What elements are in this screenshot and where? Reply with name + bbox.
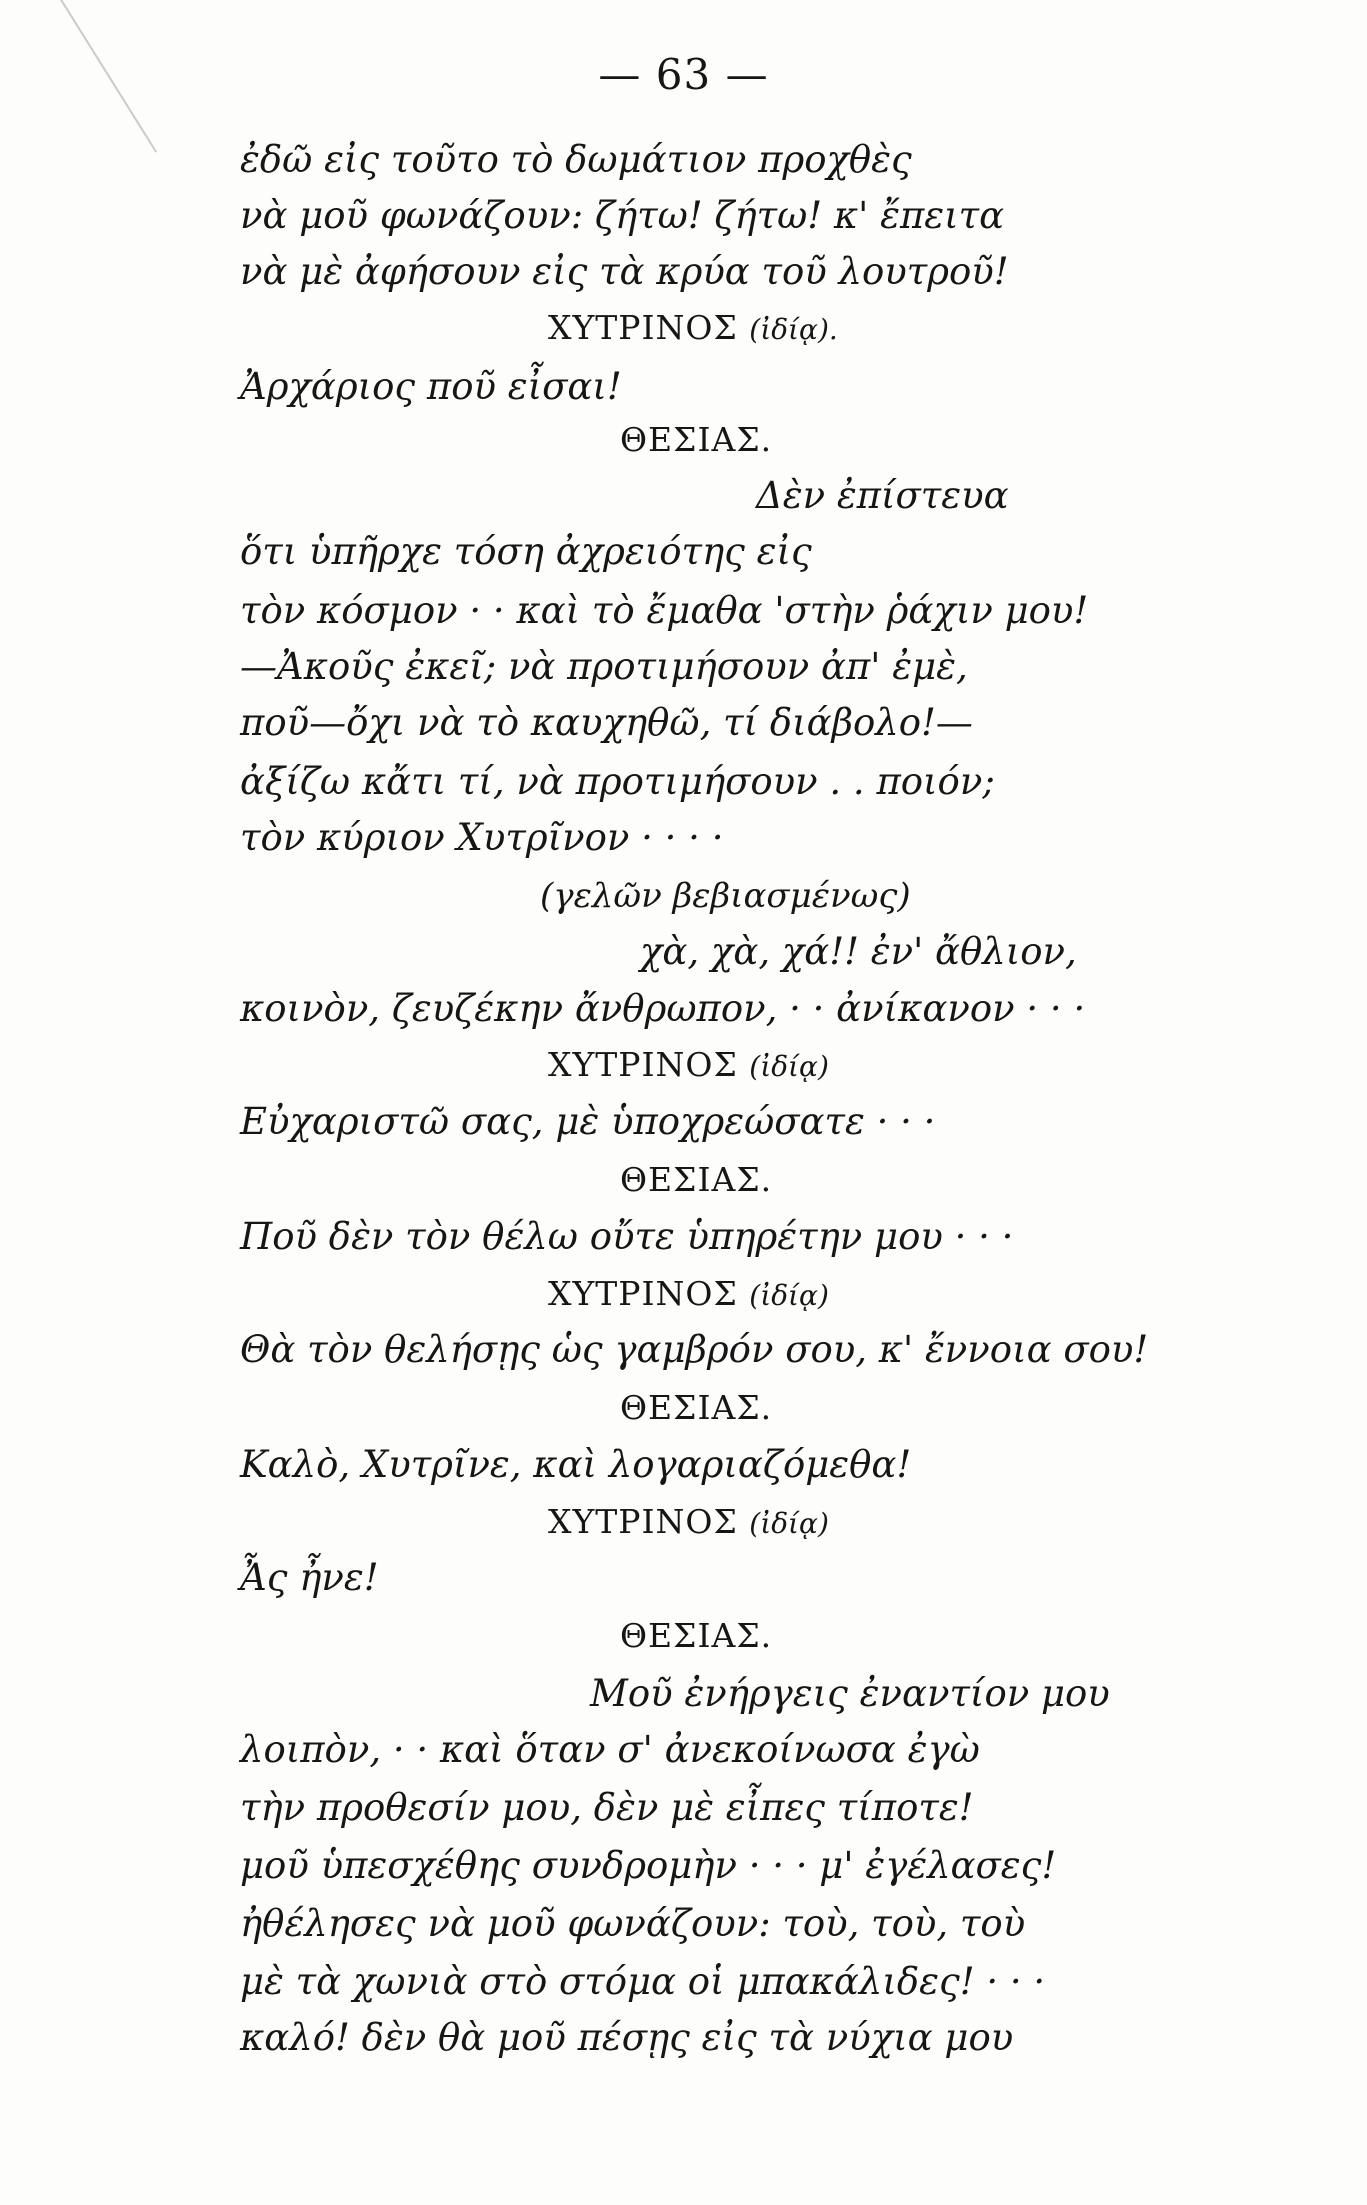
text-line: Μοῦ ἐνήργεις ἐναντίον μου — [590, 1672, 1110, 1715]
text-line: ἀξίζω κἄτι τί, νὰ προτιμήσουν . . ποιόν; — [240, 760, 995, 803]
speaker-name: ΘΕΣΙΑΣ. — [620, 1388, 773, 1427]
stage-direction: (γελῶν βεβιασμένως) — [540, 876, 911, 916]
text-line: μοῦ ὑπεσχέθης συνδρομὴν · · · μ' ἐγέλασες! — [240, 1844, 1057, 1887]
text-line: Καλὸ, Χυτρῖνε, καὶ λογαριαζόμεθα! — [240, 1443, 912, 1486]
stage-direction: (ἰδίᾳ) — [749, 1279, 829, 1312]
stage-direction: (ἰδίᾳ) — [749, 1507, 829, 1540]
speaker-heading — [548, 1043, 829, 1089]
text-line: λοιπὸν, · · καὶ ὅταν σ' ἀνεκοίνωσα ἐγὼ — [240, 1728, 980, 1771]
speaker-heading — [620, 1158, 772, 1202]
text-line: Ἀρχάριος ποῦ εἶσαι! — [240, 365, 622, 408]
text-line: καλό! δὲν θὰ μοῦ πέσῃς εἰς τὰ νύχια μου — [240, 2016, 1014, 2059]
speaker-name: ΧΥΤΡΙΝΟΣ — [548, 1502, 738, 1541]
speaker-heading — [548, 1500, 829, 1546]
text-line: νὰ μοῦ φωνάζουν: ζήτω! ζήτω! κ' ἔπειτα — [240, 194, 1005, 237]
text-line: κοινὸν, ζευζέκην ἄνθρωπον, · · ἀνίκανον · · · — [240, 987, 1086, 1030]
text-line: Ποῦ δὲν τὸν θέλω οὔτε ὑπηρέτην μου · · · — [240, 1215, 1014, 1258]
speaker-heading — [620, 1614, 772, 1658]
text-line: Θὰ τὸν θελήσῃς ὡς γαμβρόν σου, κ' ἔννοια σου! — [240, 1328, 1149, 1371]
speaker-name: ΧΥΤΡΙΝΟΣ — [548, 1045, 738, 1084]
text-line: ποῦ—ὄχι νὰ τὸ καυχηθῶ, τί διάβολο!— — [240, 701, 973, 744]
text-line: χὰ, χὰ, χά!! ἐν' ἄθλιον, — [640, 930, 1077, 973]
text-line: νὰ μὲ ἀφήσουν εἰς τὰ κρύα τοῦ λουτροῦ! — [240, 250, 1009, 293]
speaker-name: ΧΥΤΡΙΝΟΣ — [548, 1274, 738, 1313]
text-line: ὅτι ὑπῆρχε τόση ἀχρειότης εἰς — [240, 530, 812, 573]
speaker-heading — [548, 306, 838, 352]
speaker-heading — [620, 418, 772, 462]
text-line: Εὐχαριστῶ σας, μὲ ὑποχρεώσατε · · · — [240, 1100, 936, 1143]
speaker-heading — [620, 1386, 772, 1430]
speaker-heading — [548, 1272, 829, 1318]
text-line: ἐδῶ εἰς τοῦτο τὸ δωμάτιον προχθὲς — [240, 138, 912, 181]
speaker-name: ΘΕΣΙΑΣ. — [620, 1160, 773, 1199]
stage-direction: (ἰδίᾳ) — [749, 1050, 829, 1083]
text-line: —Ἀκοῦς ἐκεῖ; νὰ προτιμήσουν ἀπ' ἐμὲ, — [240, 645, 968, 688]
speaker-name: ΘΕΣΙΑΣ. — [620, 1616, 773, 1655]
page-number: — 63 — — [598, 50, 769, 99]
speaker-name: ΘΕΣΙΑΣ. — [620, 420, 773, 459]
text-line: τὴν προθεσίν μου, δὲν μὲ εἶπες τίποτε! — [240, 1786, 974, 1829]
text-line: ἠθέλησες νὰ μοῦ φωνάζουν: τοὺ, τοὺ, τοὺ — [240, 1902, 1026, 1945]
stage-direction: (ἰδίᾳ). — [749, 313, 838, 346]
text-line: τὸν κύριον Χυτρῖνον · · · · — [240, 816, 724, 859]
text-line: τὸν κόσμον · · καὶ τὸ ἔμαθα 'στὴν ῥάχιν μου! — [240, 589, 1089, 632]
speaker-name: ΧΥΤΡΙΝΟΣ — [548, 308, 738, 347]
text-line: Ἆς ἦνε! — [240, 1556, 379, 1599]
text-line: Δὲν ἐπίστευα — [756, 474, 1009, 517]
text-line: μὲ τὰ χωνιὰ στὸ στόμα οἱ μπακάλιδες! · · · — [240, 1960, 1046, 2003]
